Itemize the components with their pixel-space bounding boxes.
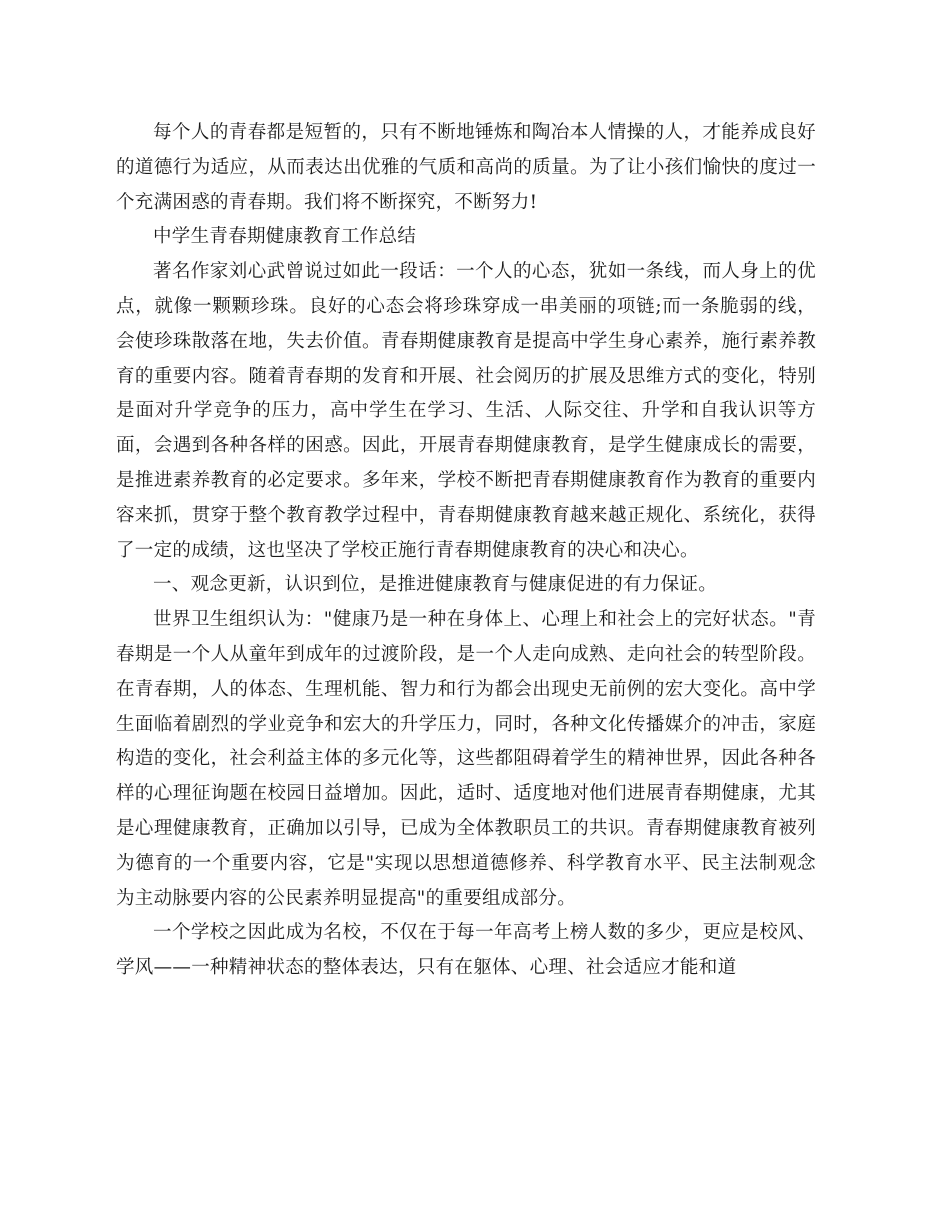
paragraph-4: 一个学校之因此成为名校，不仅在于每一年高考上榜人数的多少，更应是校风、学风——一种精神状态的整体表达，只有在躯体、心理、社会适应才能和道 — [116, 922, 816, 979]
section-heading-1: 一、观念更新，认识到位，是推进健康教育与健康促进的有力保证。 — [153, 574, 718, 596]
paragraph-1: 每个人的青春都是短暂的，只有不断地锤炼和陶冶本人情操的人，才能养成良好的道德行为适应，从而表达出优雅的气质和高尚的质量。为了让小孩们愉快的度过一个充满困惑的青春期。我们将不断探究，不断努力! — [116, 122, 816, 213]
paragraph-3: 世界卫生组织认为："健康乃是一种在身体上、心理上和社会上的完好状态。"青春期是一个人从童年到成年的过渡阶段，是一个人走向成熟、走向社会的转型阶段。在青春期，人的体态、生理机能、智力和行为都会出现史无前例的宏大变化。高中学生面临着剧烈的学业竞争和宏大的升学压力，同时，各种文化传播媒介的冲击，家庭构造的变化，社会利益主体的多元化等，这些都阻碍着学生的精神世界，因此各种各样的心理征询题在校园日益增加。因此，适时、适度地对他们进展青春期健康，尤其是心理健康教育，正确加以引导，已成为全体教职员工的共识。青春期健康教育被列为德育的一个重要内容，它是"实现以思想道德修养、科学教育水平、民主法制观念为主动脉要内容的公民素养明显提高"的重要组成部分。 — [116, 609, 816, 909]
paragraph-2: 著名作家刘心武曾说过如此一段话：一个人的心态，犹如一条线，而人身上的优点，就像一颗颗珍珠。良好的心态会将珍珠穿成一串美丽的项链;而一条脆弱的线，会使珍珠散落在地，失去价值。青春期健康教育是提高中学生身心素养，施行素养教育的重要内容。随着青春期的发育和开展、社会阅历的扩展及思维方式的变化，特别是面对升学竞争的压力，高中学生在学习、生活、人际交往、升学和自我认识等方面，会遇到各种各样的困惑。因此，开展青春期健康教育，是学生健康成长的需要，是推进素养教育的必定要求。多年来，学校不断把青春期健康教育作为教育的重要内容来抓，贯穿于整个教育教学过程中，青春期健康教育越来越正规化、系统化，获得了一定的成绩，这也坚决了学校正施行青春期健康教育的决心和决心。 — [116, 261, 816, 561]
document-body — [116, 116, 816, 986]
section-title: 中学生青春期健康教育工作总结 — [153, 226, 417, 248]
